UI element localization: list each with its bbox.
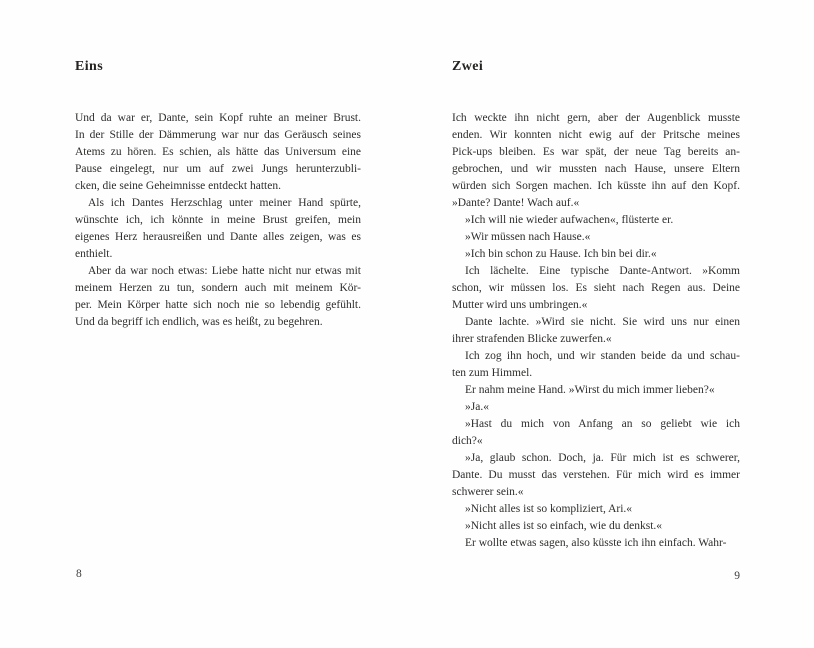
text-line: cken, die seine Geheimnisse entdeckt hatten. bbox=[75, 180, 281, 192]
paragraph bbox=[452, 229, 740, 246]
text-line: wünschte ich, ich könnte in meine Brust greifen, mein bbox=[75, 214, 361, 226]
paragraph bbox=[452, 246, 740, 263]
text-line: »Ich bin schon zu Hause. Ich bin bei dir.« bbox=[465, 248, 657, 260]
text-line: Ich zog ihn hoch, und wir standen beide da und schau- bbox=[465, 350, 740, 362]
paragraph bbox=[452, 416, 740, 450]
chapter-heading-zwei: Zwei bbox=[452, 59, 484, 74]
page-number-right: 9 bbox=[734, 570, 740, 582]
text-line: »Hast du mich von Anfang an so geliebt wie ich bbox=[465, 418, 740, 430]
text-line: Mutter wird uns umbringen.« bbox=[452, 299, 588, 311]
text-line: eigenes Herz herausreißen und Dante alles zeigen, was es bbox=[75, 231, 361, 243]
text-line: »Nicht alles ist so einfach, wie du denkst.« bbox=[465, 520, 663, 532]
text-line: per. Mein Körper hatte sich noch nie so lebendig gefühlt. bbox=[75, 299, 361, 311]
paragraph bbox=[452, 314, 740, 348]
text-line: Als ich Dantes Herzschlag unter meiner Hand spürte, bbox=[88, 197, 361, 209]
text-line: Pause eingelegt, nur um auf zwei Jungs herunterzubli- bbox=[75, 163, 361, 175]
paragraph bbox=[452, 535, 740, 552]
right-page bbox=[452, 58, 740, 552]
page-number-left: 8 bbox=[76, 568, 82, 580]
text-line: Ich lächelte. Eine typische Dante-Antwort. »Komm bbox=[465, 265, 740, 277]
paragraph bbox=[452, 382, 740, 399]
paragraph bbox=[452, 501, 740, 518]
paragraph bbox=[75, 110, 361, 195]
chapter-heading-eins: Eins bbox=[75, 59, 104, 74]
text-line: würden sich Sorgen machen. Ich küsste ihn auf den Kopf. bbox=[452, 180, 740, 192]
paragraph bbox=[452, 450, 740, 501]
text-line: Und da war er, Dante, sein Kopf ruhte an meiner Brust. bbox=[75, 112, 361, 124]
text-line: »Ja.« bbox=[465, 401, 489, 413]
text-line: dich?« bbox=[452, 435, 483, 447]
paragraph bbox=[452, 263, 740, 314]
text-line: Dante. Du musst das verstehen. Für mich wird es immer bbox=[452, 469, 740, 481]
paragraph bbox=[452, 399, 740, 416]
text-line: Aber da war noch etwas: Liebe hatte nicht nur etwas mit bbox=[88, 265, 361, 277]
text-line: Ich weckte ihn nicht gern, aber der Augenblick musste bbox=[452, 112, 740, 124]
text-line: Er nahm meine Hand. »Wirst du mich immer lieben?« bbox=[465, 384, 715, 396]
paragraph bbox=[452, 110, 740, 212]
left-page-text bbox=[75, 110, 361, 331]
text-line: schwerer sein.« bbox=[452, 486, 524, 498]
text-line: »Wir müssen nach Hause.« bbox=[465, 231, 591, 243]
left-page bbox=[75, 58, 361, 331]
paragraph bbox=[452, 212, 740, 229]
text-line: schon, wir müssen los. Es sieht nach Regen aus. Deine bbox=[452, 282, 740, 294]
text-line: »Dante? Dante! Wach auf.« bbox=[452, 197, 580, 209]
text-line: Er wollte etwas sagen, also küsste ich ihn einfach. Wahr- bbox=[465, 537, 727, 549]
paragraph bbox=[452, 348, 740, 382]
text-line: Pick-ups bleiben. Es war spät, der neue Tag bereits an- bbox=[452, 146, 740, 158]
paragraph bbox=[452, 518, 740, 535]
text-line: gebrochen, und wir mussten nach Hause, unsere Eltern bbox=[452, 163, 740, 175]
text-line: In der Stille der Dämmerung war nur das Geräusch seines bbox=[75, 129, 361, 141]
text-line: »Ja, glaub schon. Doch, ja. Für mich ist es schwerer, bbox=[465, 452, 740, 464]
paragraph bbox=[75, 195, 361, 263]
text-line: Atems zu hören. Es schien, als hätte das Universum eine bbox=[75, 146, 361, 158]
text-line: ten zum Himmel. bbox=[452, 367, 533, 379]
right-page-text bbox=[452, 110, 740, 552]
paragraph bbox=[75, 263, 361, 331]
text-line: ihrer strafenden Blicke zuwerfen.« bbox=[452, 333, 612, 345]
text-line: enthielt. bbox=[75, 248, 113, 260]
text-line: enden. Wir konnten nicht ewig auf der Pritsche meines bbox=[452, 129, 740, 141]
text-line: Dante lachte. »Wird sie nicht. Sie wird uns nur einen bbox=[465, 316, 740, 328]
text-line: meinem Herzen zu tun, sondern auch mit meinem Kör- bbox=[75, 282, 361, 294]
text-line: Und da begriff ich endlich, was es heißt, zu begehren. bbox=[75, 316, 323, 328]
text-line: »Ich will nie wieder aufwachen«, flüsterte er. bbox=[465, 214, 674, 226]
text-line: »Nicht alles ist so kompliziert, Ari.« bbox=[465, 503, 633, 515]
